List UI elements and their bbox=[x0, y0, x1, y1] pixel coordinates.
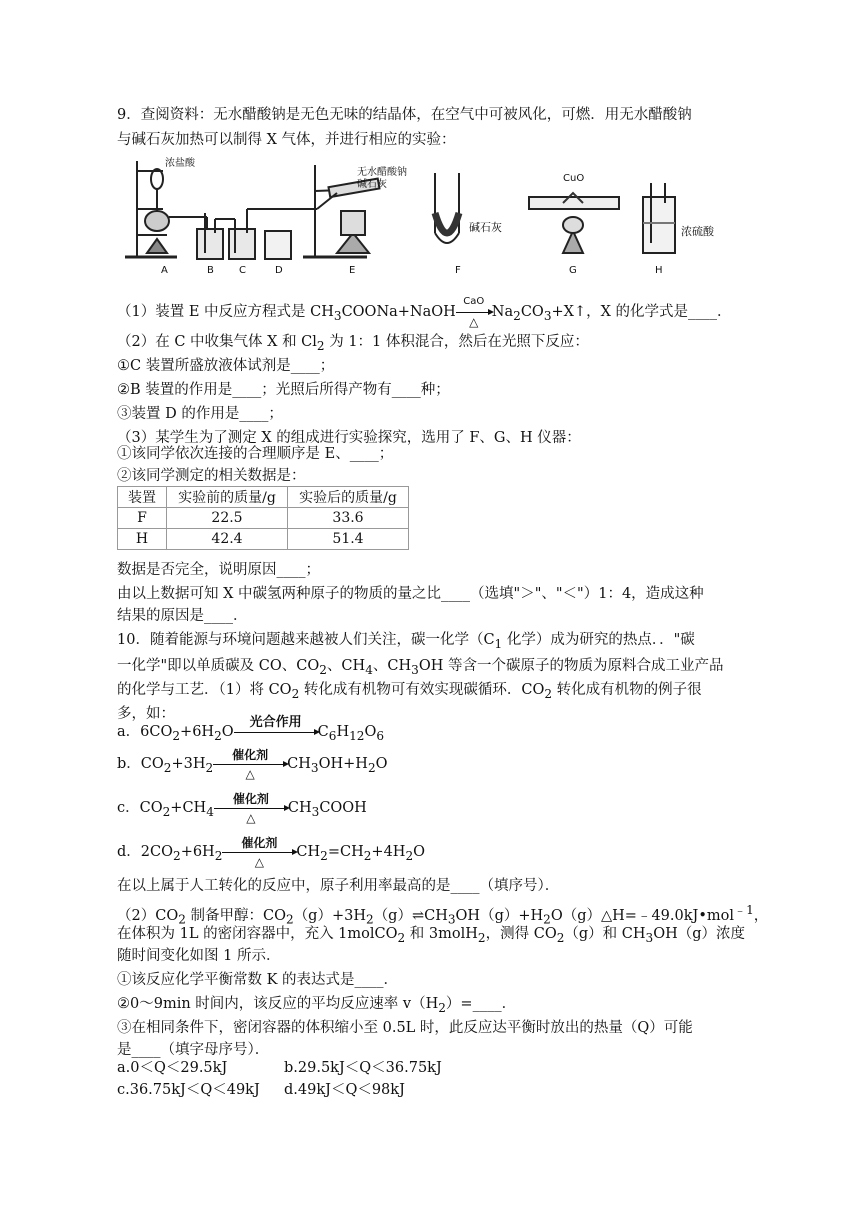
q10-line8: 随时间变化如图 1 所示． bbox=[117, 948, 281, 964]
reaction-a: a．$6CO_2+6H_2O$ 光合作用 $C_6H_{12}O_6$ bbox=[117, 715, 385, 743]
q9-after2: 由以上数据可知 X 中碳氢两种原子的物质的量之比____（选填"＞"、"＜"）1：4，造成这种 bbox=[117, 586, 704, 602]
letter-b: B bbox=[207, 265, 214, 276]
q10-line4: 多，如： bbox=[117, 706, 175, 722]
q9-part2-b: ②B 装置的作用是____；光照后所得产物有____种； bbox=[117, 382, 450, 398]
table-cell: 51.4 bbox=[288, 529, 409, 550]
table-cell: 33.6 bbox=[288, 508, 409, 529]
table-header-cell: 实验后的质量/g bbox=[288, 487, 409, 508]
label-reagent1: 无水醋酸钠 bbox=[357, 167, 407, 178]
label-soda-lime: 碱石灰 bbox=[469, 221, 502, 234]
q9-part2: （2）在 C 中收集气体 X 和 $Cl_2$ 为 1：1 体积混合，然后在光照下反应： bbox=[117, 334, 589, 353]
q10-line6: $(2)CO_2$ 制备甲醇：$CO_2(g)+3H_2(g)\rightleftharpoons CH_3OH(g)+H_2O(g)\triangle H=﹣49.0kJ•mol^{﹣1}$， bbox=[117, 903, 769, 927]
table-cell: F bbox=[118, 508, 167, 529]
mass-data-table bbox=[117, 486, 409, 550]
letter-a: A bbox=[161, 265, 168, 276]
cao-arrow: CaO △ bbox=[456, 302, 492, 322]
table-header-cell: 实验前的质量/g bbox=[167, 487, 288, 508]
apparatus-d bbox=[265, 231, 291, 259]
q10-line7: 在体积为 1L 的密闭容器中，充入 1molCO$_2$ 和 3molH$_2$，测得 $CO_2(g)$和 $CH_3OH(g)$浓度 bbox=[117, 926, 746, 945]
q9-after3: 结果的原因是____． bbox=[117, 608, 248, 624]
label-reagent2: 碱石灰 bbox=[357, 179, 387, 190]
q9-part3-b: ②该同学测定的相关数据是： bbox=[117, 468, 306, 484]
reaction-b: b．$CO_2+3H_2$ 催化剂 △ $CH_3OH+H_2O$ bbox=[117, 748, 388, 781]
letter-h: H bbox=[655, 265, 663, 276]
reaction-c: c．$CO_2+CH_4$ 催化剂 △ $CH_3COOH$ bbox=[117, 792, 367, 825]
table-cell: 42.4 bbox=[167, 529, 288, 550]
q9-part3: （3）某学生为了测定 X 的组成进行实验探究，选用了 F、G、H 仪器： bbox=[117, 430, 581, 446]
label-hcl: 浓盐酸 bbox=[165, 158, 195, 169]
letter-c: C bbox=[239, 265, 246, 276]
table-cell: 22.5 bbox=[167, 508, 288, 529]
catalyst-arrow: 催化剂 △ bbox=[222, 842, 296, 862]
q9-intro-line1: 9．查阅资料：无水醋酸钠是无色无味的结晶体，在空气中可被风化，可燃．用无水醋酸钠 bbox=[117, 107, 692, 123]
q10-line10: ②0～9min 时间内，该反应的平均反应速率 $v(H_2)=\_\_\_\_$． bbox=[117, 996, 517, 1015]
letter-e: E bbox=[349, 265, 356, 276]
q9-part3-a: ①该同学依次连接的合理顺序是 E、____； bbox=[117, 446, 394, 462]
reaction-d: d．$2CO_2+6H_2$ 催化剂 △ $CH_2=CH_2+4H_2O$ bbox=[117, 836, 426, 869]
option-c: c.36.75kJ＜Q＜49kJ bbox=[117, 1082, 260, 1098]
option-a: a.0＜Q＜29.5kJ bbox=[117, 1060, 228, 1076]
label-cuo: CuO bbox=[563, 173, 585, 184]
q9-intro-line2: 与碱石灰加热可以制得 X 气体，并进行相应的实验： bbox=[117, 132, 456, 148]
q10-line2: 一化学"即以单质碳及 CO、$CO_2$、$CH_4$、$CH_3OH$ 等含一个碳原子的物质为原料合成工业产品 bbox=[117, 658, 724, 677]
q9-part2-a: ①C 装置所盛放液体试剂是____； bbox=[117, 358, 335, 374]
option-b: b.29.5kJ＜Q＜36.75kJ bbox=[284, 1060, 442, 1076]
q9-part2-c: ③装置 D 的作用是____； bbox=[117, 406, 283, 422]
q10-line3: 的化学与工艺．（1）将 $CO_2$ 转化成有机物可有效实现碳循环．$CO_2$ 转化成有机物的例子很 bbox=[117, 682, 702, 701]
table-row bbox=[118, 508, 409, 529]
option-d: d.49kJ＜Q＜98kJ bbox=[284, 1082, 405, 1098]
q10-line11: ③在相同条件下，密闭容器的体积缩小至 0.5L 时，此反应达平衡时放出的热量（Q）可能 bbox=[117, 1020, 693, 1036]
q10-line5: 在以上属于人工转化的反应中，原子利用率最高的是____（填序号）． bbox=[117, 878, 560, 894]
q10-line1: 10．随着能源与环境问题越来越被人们关注，碳一化学（$C_1$ 化学）成为研究的热点．．"碳 bbox=[117, 632, 695, 651]
q9-part1: （1）装置 E 中反应方程式是 $CH_3COONa+NaOH$ CaO △ $Na_2CO_3+X↑$，X 的化学式是____． bbox=[117, 296, 732, 329]
photosynthesis-arrow: 光合作用 bbox=[234, 722, 318, 742]
label-h2so4: 浓硫酸 bbox=[681, 225, 714, 238]
q10-line9: ①该反应化学平衡常数 K 的表达式是____． bbox=[117, 972, 399, 988]
letter-f: F bbox=[455, 265, 461, 276]
table-header-cell: 装置 bbox=[118, 487, 167, 508]
letter-g: G bbox=[569, 265, 577, 276]
table-row bbox=[118, 529, 409, 550]
apparatus-figure bbox=[117, 153, 747, 279]
table-header-row bbox=[118, 487, 409, 508]
q10-line12: 是____（填字母序号）． bbox=[117, 1042, 270, 1058]
catalyst-arrow: 催化剂 △ bbox=[214, 798, 288, 818]
letter-d: D bbox=[275, 265, 283, 276]
q9-after1: 数据是否完全，说明原因____； bbox=[117, 562, 320, 578]
table-cell: H bbox=[118, 529, 167, 550]
catalyst-arrow: 催化剂 △ bbox=[213, 754, 287, 774]
